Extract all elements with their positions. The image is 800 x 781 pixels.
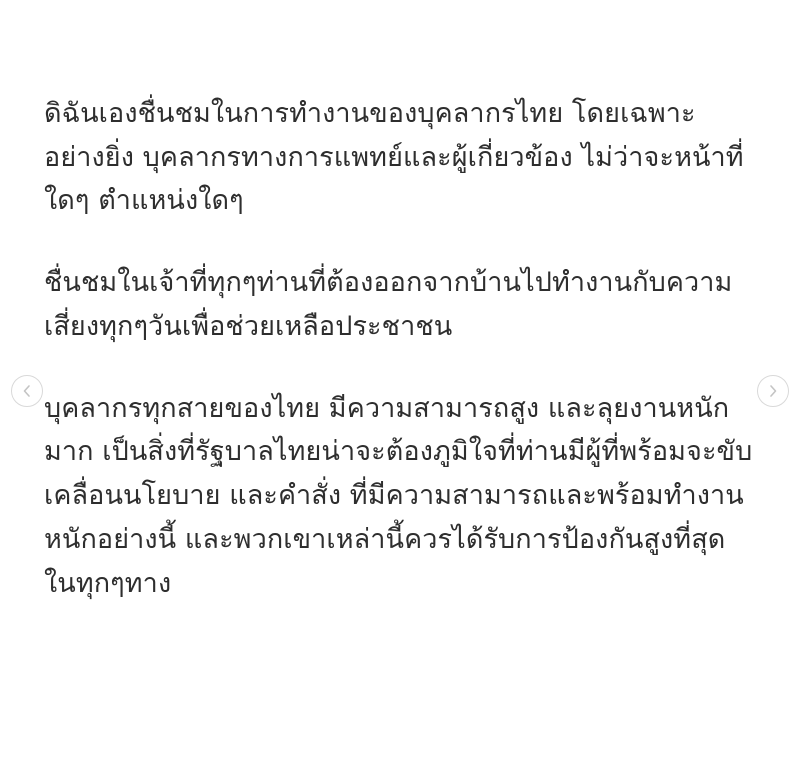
previous-slide-button[interactable] xyxy=(11,375,43,407)
chevron-right-icon xyxy=(766,384,780,398)
paragraph-1: ดิฉันเองชื่นชมในการทำงานของบุคลากรไทย โดยเฉพาะอย่างยิ่ง บุคลากรทางการแพทย์และผู้เกี่ยวข้อง ไม่ว่าจะหน้าที่ใดๆ ตำแหน่งใดๆ xyxy=(44,98,744,217)
paragraph-3: บุคลากรทุกสายของไทย มีความสามารถสูง และลุยงานหนักมาก เป็นสิ่งที่รัฐบาลไทยน่าจะต้องภูมิใจที่ท่านมีผู้ที่พร้อมจะขับเคลื่อนนโยบาย และคำสั่ง ที่มีความสามารถและพร้อมทำงานหนักอย่างนี้ และพวกเขาเหล่านี้ควรได้รับการป้องกันสูงที่สุดในทุกๆทาง xyxy=(44,392,753,599)
paragraph-2: ชื่นชมในเจ้าที่ทุกๆท่านที่ต้องออกจากบ้านไปทำงานกับความเสี่ยงทุกๆวันเพื่อช่วยเหลือประชาชน xyxy=(44,267,733,342)
chevron-left-icon xyxy=(20,384,34,398)
next-slide-button[interactable] xyxy=(757,375,789,407)
